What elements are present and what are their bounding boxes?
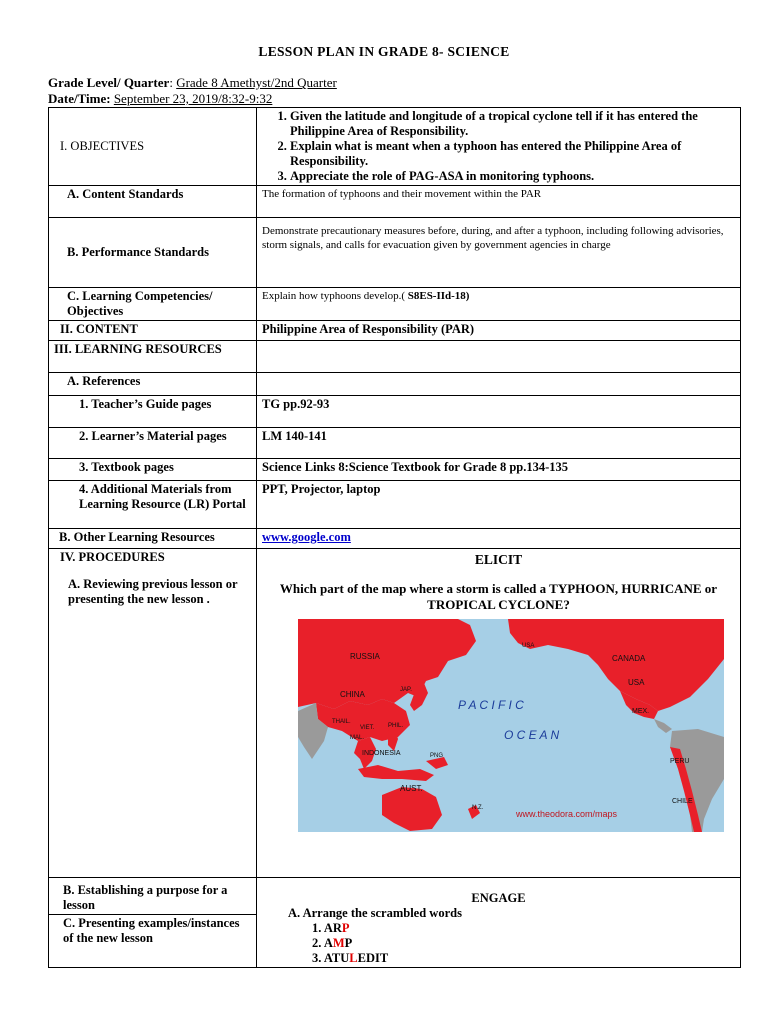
objectives-cell	[257, 108, 741, 186]
procedures-row	[49, 549, 741, 878]
grade-value: Grade 8 Amethyst/2nd Quarter	[176, 75, 337, 90]
learning-resources-label: III. LEARNING RESOURCES	[49, 341, 257, 373]
other-resources-row	[49, 529, 741, 549]
map-label-usa: USA	[628, 678, 645, 687]
scrambled-word-item: 2. AMP	[312, 936, 353, 950]
map-label-japan: JAP.	[400, 687, 412, 693]
map-label-thailand: THAIL.	[332, 719, 351, 725]
references-row	[49, 373, 741, 396]
map-label-indonesia: INDONESIA	[362, 750, 401, 757]
objective-item: 2. Explain what is meant when a typhoon has entered the Philippine Area of Responsibility.	[290, 139, 735, 169]
google-link[interactable]: www.google.com	[262, 530, 351, 544]
map-label-ocean: O C E A N	[504, 728, 560, 742]
map-label-australia: AUST.	[400, 784, 423, 793]
engage-heading: ENGAGE	[471, 891, 526, 905]
map-label-china: CHINA	[340, 690, 365, 699]
competency-code: S8ES-IId-18)	[407, 290, 470, 302]
scrambled-word-item: 3. ATULEDIT	[312, 951, 389, 965]
examples-label: C. Presenting examples/instances of the new lesson	[49, 914, 257, 967]
competencies-value: Explain how typhoons develop.(	[262, 290, 405, 302]
map-label-chile: CHILE	[672, 798, 693, 805]
learning-resources-row	[49, 341, 741, 373]
learners-material-value: LM 140-141	[257, 428, 741, 459]
references-label: A. References	[49, 373, 257, 396]
learning-resources-value	[257, 341, 741, 373]
grade-label: Grade Level/ Quarter	[48, 75, 170, 90]
performance-standards-row	[49, 218, 741, 288]
world-map-image	[298, 619, 724, 832]
elicit-cell	[257, 549, 741, 878]
map-label-pacific: P A C I F I C	[458, 698, 524, 712]
map-label-vietnam: VIET.	[360, 725, 375, 731]
competencies-label: C. Learning Competencies/ Objectives	[49, 288, 257, 321]
date-label: Date/Time:	[48, 91, 111, 106]
objective-item: 1. Given the latitude and longitude of a tropical cyclone tell if it has entered the Philippine Area of Responsibility.	[290, 109, 735, 139]
elicit-heading: ELICIT	[474, 552, 523, 567]
textbook-label: 3. Textbook pages	[49, 459, 257, 481]
scrambled-word-item: 1. ARP	[312, 921, 350, 935]
procedures-sub-a: A. Reviewing previous lesson or presenting the new lesson .	[68, 577, 238, 606]
performance-standards-value: Demonstrate precautionary measures before, during, and after a typhoon, including following advisories, storm signals, and calls for evacuation given by government agencies in charge	[257, 218, 741, 288]
additional-materials-value: PPT, Projector, laptop	[257, 481, 741, 529]
references-value	[257, 373, 741, 396]
content-row	[49, 321, 741, 341]
map-credit: www.theodora.com/maps	[516, 809, 618, 819]
textbook-value: Science Links 8:Science Textbook for Grade 8 pp.134-135	[257, 459, 741, 481]
objectives-heading: I. OBJECTIVES	[49, 108, 257, 186]
procedures-cell	[49, 549, 257, 878]
content-standards-value: The formation of typhoons and their movement within the PAR	[257, 186, 741, 218]
date-line	[48, 91, 272, 107]
map-label-canada: CANADA	[612, 654, 646, 663]
performance-standards-label: B. Performance Standards	[49, 218, 257, 288]
content-value: Philippine Area of Responsibility (PAR)	[257, 321, 741, 341]
content-label: II. CONTENT	[49, 321, 257, 341]
content-standards-label: A. Content Standards	[49, 186, 257, 218]
teachers-guide-value: TG pp.92-93	[257, 396, 741, 428]
teachers-guide-row	[49, 396, 741, 428]
competencies-cell	[257, 288, 741, 321]
map-label-philippines: PHIL.	[388, 723, 404, 729]
engage-cell	[257, 878, 741, 968]
other-resources-cell	[257, 529, 741, 549]
other-resources-label: B. Other Learning Resources	[49, 529, 257, 549]
map-label-malaysia: MAL.	[350, 735, 365, 741]
objectives-row	[49, 108, 741, 186]
additional-materials-label: 4. Additional Materials from Learning Resource (LR) Portal	[49, 481, 257, 529]
purpose-row	[49, 878, 741, 915]
map-label-usa-alaska: USA	[522, 643, 535, 649]
page-title: LESSON PLAN IN GRADE 8- SCIENCE	[258, 44, 510, 59]
grade-level-line: Grade Level/ Quarter: Grade 8 Amethyst/2nd Quarter	[48, 75, 337, 90]
learners-material-label: 2. Learner’s Material pages	[49, 428, 257, 459]
procedures-label: IV. PROCEDURES	[60, 550, 165, 564]
purpose-label: B. Establishing a purpose for a lesson	[49, 878, 257, 915]
map-label-png: PNG	[430, 753, 444, 759]
textbook-row	[49, 459, 741, 481]
elicit-question: Which part of the map where a storm is called a TYPHOON, HURRICANE or TROPICAL CYCLONE?	[279, 581, 718, 612]
additional-materials-row	[49, 481, 741, 529]
teachers-guide-label: 1. Teacher’s Guide pages	[49, 396, 257, 428]
arrange-instruction: A. Arrange the scrambled words	[288, 906, 462, 920]
map-label-peru: PERU	[670, 758, 690, 765]
lesson-plan-table	[48, 107, 741, 968]
content-standards-row	[49, 186, 741, 218]
map-label-new-zealand: N.Z.	[472, 805, 484, 811]
date-value: September 23, 2019/8:32-9:32	[113, 91, 273, 106]
objective-item: 3. Appreciate the role of PAG-ASA in monitoring typhoons.	[290, 169, 735, 184]
map-label-mexico: MEX.	[632, 708, 650, 715]
learners-material-row	[49, 428, 741, 459]
competencies-row	[49, 288, 741, 321]
objectives-list	[262, 109, 735, 184]
map-label-russia: RUSSIA	[350, 652, 380, 661]
